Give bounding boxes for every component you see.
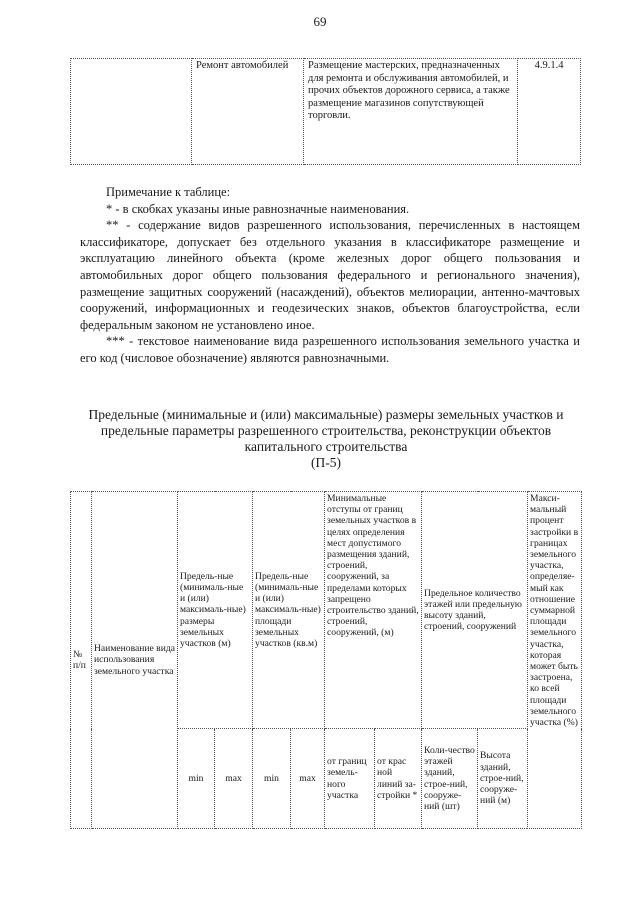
header-number: № п/п: [71, 492, 92, 829]
page-number: 69: [313, 14, 327, 29]
header-plot-area: Предель-ные (минималь-ные и (или) максималь-ные) площади земельных участков (кв.м): [253, 492, 325, 729]
heading-line-4: (П-5): [311, 455, 341, 470]
section-heading: [70, 407, 582, 471]
heading-line-3: капитального строительства: [244, 439, 408, 454]
use-description-cell: Размещение мастерских, предназначенных для ремонта и обслуживания автомобилей, и прочих объектов дорожного сервиса, а также размещение магазинов сопутствующей торговли.: [304, 59, 518, 165]
subheader-area-max: max: [291, 729, 325, 829]
subheader-size-min: min: [178, 729, 215, 829]
table-row: [71, 59, 581, 165]
heading-line-2: предельные параметры разрешенного строительства, реконструкции объектов: [100, 423, 552, 438]
subheader-from-boundary: от границ земель-ного участка: [325, 729, 375, 829]
note-2: ** - содержание видов разрешенного использования, перечисленных в настоящем классификаторе, допускает без отдельного указания в классификаторе размещение и эксплуатацию линейного объекта (кроме железных дорог общего пользования и автомобильных дорог общего пользования федерального и регионального значения), размещение защитных сооружений (насаждений), объектов мелиорации, антенно-мачтовых сооружений, информационных и геодезических знаков, объектов благоустройства, если федеральным законом не установлено иное.: [80, 218, 580, 332]
subheader-area-min: min: [253, 729, 291, 829]
subheader-height: Высота зданий, строе-ний, сооруже-ний (м): [478, 729, 528, 829]
header-floors: Предельное количество этажей или предельную высоту зданий, строений, сооружений: [422, 492, 528, 729]
parameters-table: [70, 491, 582, 829]
use-name-cell: Ремонт автомобилей: [192, 59, 304, 165]
note-1: * - в скобках указаны иные равнозначные наименования.: [106, 201, 410, 216]
subheader-floor-count: Коли-чество этажей зданий, строе-ний, сооруже-ний (шт): [422, 729, 478, 829]
header-plot-size: Предель-ные (минималь-ные и (или) максималь-ные) размеры земельных участков (м): [178, 492, 253, 729]
note-3: *** - текстовое наименование вида разрешенного использования земельного участка и его код (числовое обозначение) являются равнозначными.: [80, 334, 580, 365]
table-header-row: [71, 492, 582, 729]
header-setbacks: Минимальные отступы от границ земельных участков в целях определения мест допустимого размещения зданий, строений, сооружений, за пределами которых запрещено строительство зданий, строений, сооружений, (м): [325, 492, 422, 729]
empty-cell: [71, 59, 192, 165]
classifier-table: [70, 58, 581, 165]
heading-line-1: Предельные (минимальные и (или) максимальные) размеры земельных участков и: [88, 407, 564, 422]
notes-title: Примечание к таблице:: [106, 185, 231, 199]
subheader-from-red-lines: от крас ной линий за-стройки *: [375, 729, 422, 829]
use-code-cell: 4.9.1.4: [518, 59, 581, 165]
subheader-size-max: max: [215, 729, 253, 829]
table-notes: [80, 184, 580, 367]
header-use-name: Наименование вида использования земельного участка: [92, 492, 178, 829]
header-build-percent: Макси-мальный процент застройки в границах земельного участка, определяе-мый как отношение суммарной площади земельного участка, которая может быть застроена, ко всей площади земельного участка (%): [528, 492, 582, 829]
